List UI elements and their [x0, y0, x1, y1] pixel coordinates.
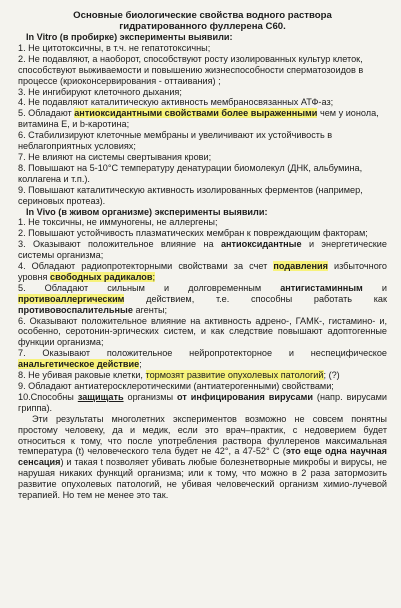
list-item: 3. Не ингибируют клеточного дыхания; [18, 86, 182, 97]
item-text: 4. Обладают радиопротекторными свойствами за счет [18, 261, 268, 272]
item-text: свойствами; [281, 381, 334, 391]
item-text: и энергетические системы организма; [18, 239, 387, 261]
list-item [18, 348, 387, 370]
highlighted-suppression: подавления [273, 261, 328, 272]
list-item: 9. Повышают каталитическую активность изолированных ферментов (например, сериновых протеаз). [18, 184, 363, 206]
item-text: 7. Оказывают положительное нейропротекторное и неспецифическое [18, 348, 387, 359]
item-text: 3. Оказывают положительное влияние на [18, 239, 214, 250]
bold-protect: защищать [77, 391, 124, 402]
highlighted-analgesic: анальгетическое действие [18, 359, 140, 370]
item-text: чем у ионола, витамина Е, и b-каротина; [18, 108, 379, 130]
paragraph-text: Эти результаты многолетних экспериментов возможно не совсем понятны простому человеку, да и медик, если это врач–практик, с недоверием будет относиться к тому, что после употребления раствора фуллеренов максимальная температура (t) человеческого тела будет не 42°, а 47-52° С ( [18, 413, 387, 457]
bold-antiinflammatory: противовоспалительные [18, 304, 133, 315]
list-item: 6. Оказывают положительное влияние на активность адрено-, ГАМК-, гистамино- и, особенно, серотонин-эргических систем, и как следствие повышают адоптогенные функции организма; [18, 315, 387, 348]
list-item [18, 370, 387, 381]
invitro-list [18, 43, 387, 207]
title-line-1: Основные биологические свойства водного раствора [73, 10, 332, 21]
list-item: 7. Не влияют на системы свертывания крови; [18, 151, 212, 162]
highlighted-tumor: тормозят развитие опухолевых патологий [145, 370, 324, 381]
bold-antihistamine: антигистаминным [280, 282, 363, 293]
list-item: 2. Повышают устойчивость плазматических мембран к повреждающим факторам; [18, 228, 368, 239]
item-text: антиатеросклеротическими [74, 381, 191, 391]
list-item [18, 392, 387, 414]
list-item: 8. Повышают на 5-10°С температуру денатурации биомолекул (ДНК, альбумина, коллагена и т.п.). [18, 162, 363, 184]
list-item [18, 239, 387, 261]
highlighted-antiallergic: противоаллергическим [18, 293, 125, 304]
item-text: действием, т.е. способны работать как [146, 293, 387, 304]
list-item [18, 381, 387, 392]
list-item [18, 108, 387, 130]
final-paragraph [18, 414, 387, 501]
highlighted-antioxidant: антиоксидантными свойствами более выраженными [74, 108, 318, 119]
invivo-list [18, 217, 387, 413]
item-text: ; [139, 359, 142, 370]
item-text: 8. Не убивая раковые клетки, [18, 370, 143, 381]
list-item: 4. Не подавляют каталитическую активность мембраносвязанных АТФ-аз; [18, 97, 334, 108]
item-text: 5. Обладают [18, 108, 72, 119]
item-text: и [381, 282, 387, 293]
item-text: избыточного уровня [18, 261, 387, 282]
list-item: 6. Стабилизируют клеточные мембраны и увеличивают их устойчивость в неблагоприятных условиях; [18, 130, 333, 152]
list-item: 1. Не токсичны, не иммуногены, не аллергены; [18, 217, 218, 228]
list-item [18, 283, 387, 316]
bold-sensation: это еще одна научная сенсация [18, 446, 388, 468]
item-text: (антиатерогенными) [193, 381, 280, 391]
bold-antioxidant: антиоксидантные [220, 239, 302, 250]
invitro-header: In Vitro (в пробирке) эксперименты выявили: [26, 32, 233, 42]
item-text: ; (?) [323, 370, 340, 381]
list-item [18, 261, 387, 283]
document-title [18, 10, 387, 32]
list-item: 2. Не подавляют, а наоборот, способствуют росту изолированных культур клеток, способствуют выживаемости и повышению жизнеспособности сперматозоидов в процессе (криоконсервирования - оттаивания) ; [18, 53, 364, 86]
item-text: (напр. вирусами гриппа). [18, 391, 387, 413]
item-text: 5. Обладают сильным и долговременным [18, 282, 262, 293]
item-text: агенты; [135, 304, 168, 315]
paragraph-text: ) и такая t позволяет убивать любые болезнетворные микробы и вирусы, не нарушая никаких функций организма; или к тому, что можно в 2 раза затормозить развитие опухолевых патологий, не убивая человеческий организм химио-лучевой терапией. Но тем не менее это так. [18, 457, 387, 501]
title-line-2: гидратированного фуллерена С60. [119, 21, 286, 32]
item-text: организмы [127, 391, 174, 402]
item-text: 9. Обладают [18, 381, 72, 391]
highlighted-free-radicals: свободных радикалов [50, 271, 153, 282]
item-text: ; [152, 271, 156, 282]
item-text: 10.Способны [18, 391, 74, 402]
list-item: 1. Не цитотоксичны, в т.ч. не гепатотоксичны; [18, 42, 211, 53]
bold-virus-protection: от инфицирования вирусами [177, 391, 313, 402]
invivo-header: In Vivo (в живом организме) эксперименты выявили: [26, 206, 268, 217]
